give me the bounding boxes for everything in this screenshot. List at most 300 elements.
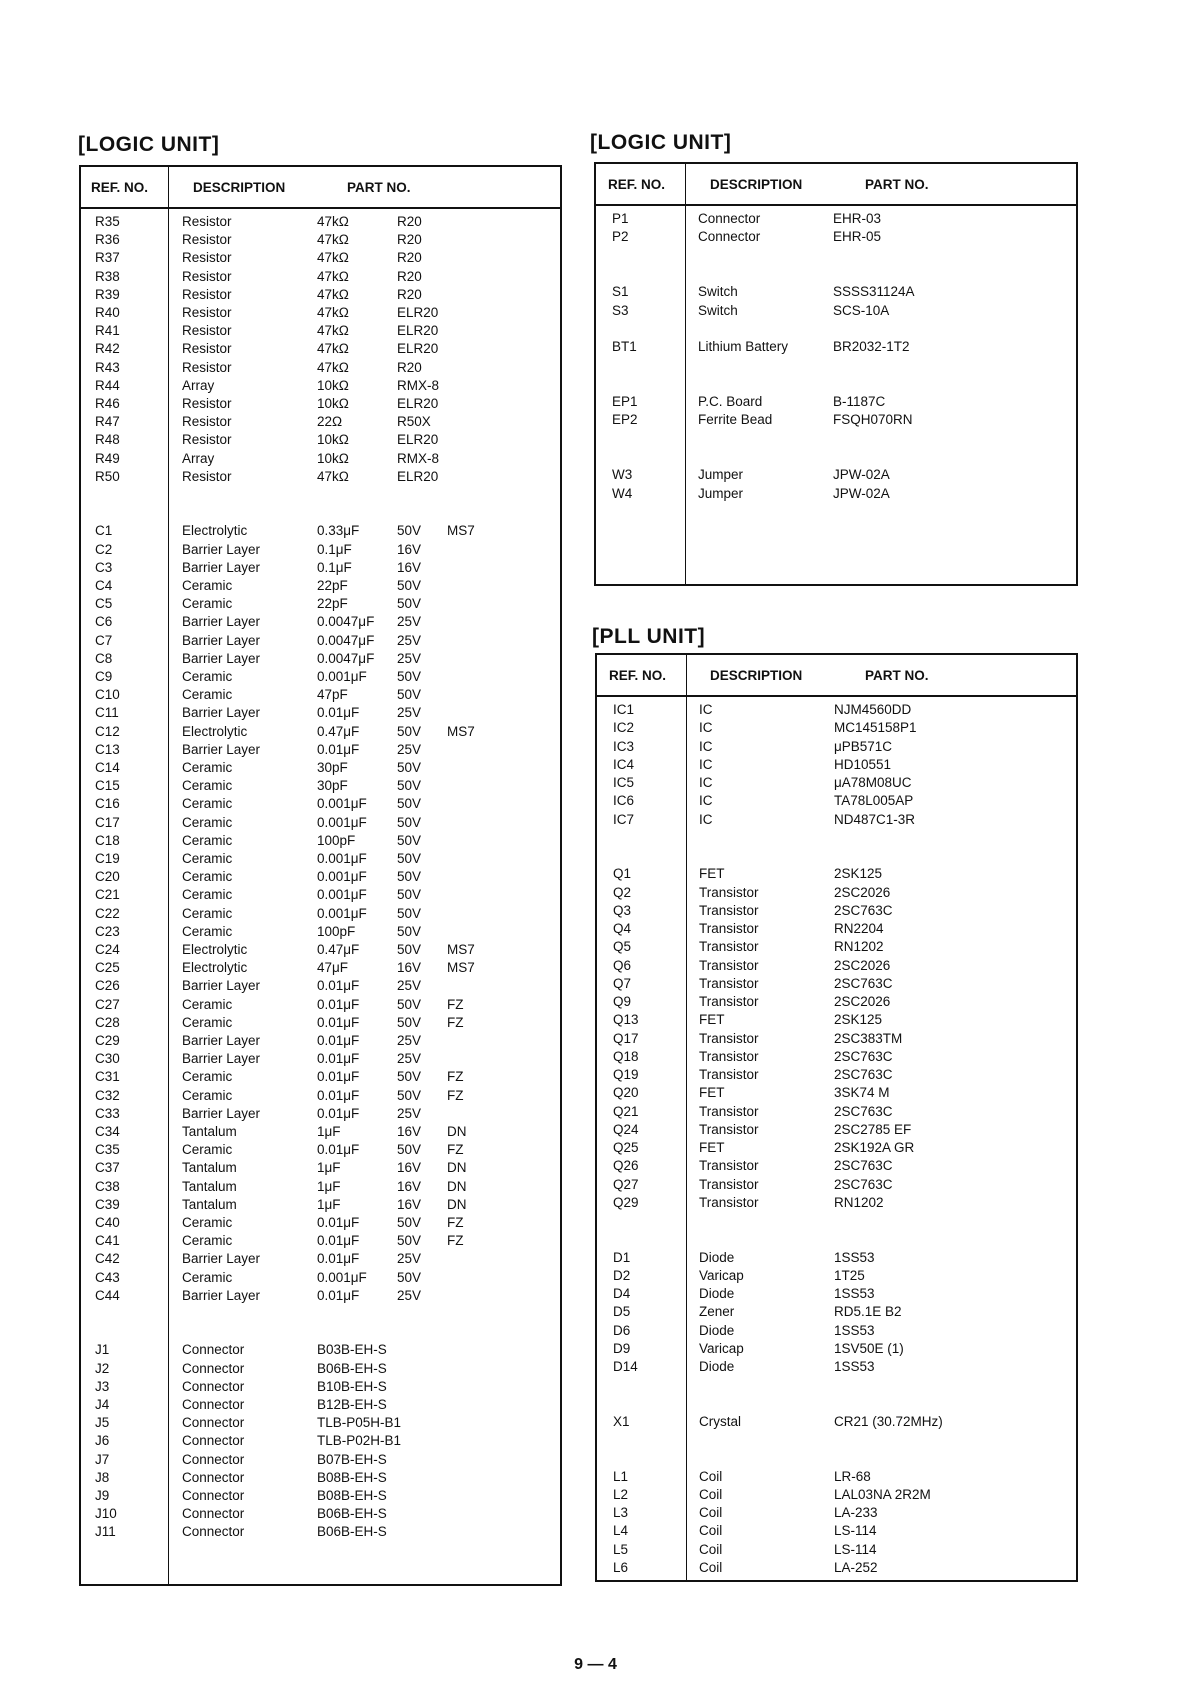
ref-no-cell: IC1 xyxy=(613,702,635,717)
description-cell: Connector xyxy=(182,1360,245,1376)
right-top-table-header xyxy=(596,164,1076,206)
table-row xyxy=(597,719,1076,737)
value-cell: 2SC763C xyxy=(834,1158,893,1174)
description-cell: Zener xyxy=(699,1304,735,1320)
table-row xyxy=(597,1541,1076,1559)
table-row xyxy=(596,210,1076,228)
ref-no-cell: C23 xyxy=(95,923,120,939)
rating-cell: ELR20 xyxy=(397,396,439,411)
description-cell: Electrolytic xyxy=(182,942,248,957)
description-cell: Barrier Layer xyxy=(182,614,261,630)
value-cell: LA-252 xyxy=(834,1559,878,1575)
value-cell: 47kΩ xyxy=(317,268,349,284)
description-cell: Resistor xyxy=(182,250,232,266)
ref-no-cell: C26 xyxy=(95,978,120,994)
table-row xyxy=(597,1066,1076,1084)
table-row xyxy=(597,811,1076,829)
description-cell: Ceramic xyxy=(182,887,233,903)
table-row xyxy=(81,377,560,395)
table-row xyxy=(81,1123,560,1141)
table-row xyxy=(81,868,560,886)
value-cell: 2SC2785 EF xyxy=(834,1121,912,1137)
rating-cell: RMX-8 xyxy=(397,377,440,393)
table-row xyxy=(597,1285,1076,1303)
value-cell: EHR-05 xyxy=(833,229,882,245)
description-cell: Resistor xyxy=(182,214,232,229)
rating-cell: 50V xyxy=(397,596,422,612)
table-row xyxy=(81,741,560,759)
value-cell: SCS-10A xyxy=(833,302,890,318)
description-cell: Resistor xyxy=(182,323,232,339)
ref-no-cell: C31 xyxy=(95,1069,120,1085)
ref-no-cell: C9 xyxy=(95,669,113,684)
rating-cell: 50V xyxy=(397,778,422,794)
description-cell: Ceramic xyxy=(182,1142,233,1158)
value-cell: 2SC763C xyxy=(834,1067,893,1082)
value-cell: FSQH070RN xyxy=(833,412,913,428)
value-cell: TLB-P05H-B1 xyxy=(317,1415,402,1431)
table-row xyxy=(81,814,560,832)
left-parts-table xyxy=(79,165,562,1586)
description-cell: Jumper xyxy=(698,467,744,483)
ref-no-cell: Q20 xyxy=(613,1085,639,1101)
value-cell: 0.01μF xyxy=(317,1287,360,1303)
note-cell: MS7 xyxy=(447,723,475,739)
rating-cell: 25V xyxy=(397,1033,422,1048)
description-cell: Ceramic xyxy=(182,1087,233,1103)
ref-no-cell: D4 xyxy=(613,1286,631,1301)
description-cell: Ceramic xyxy=(182,1215,233,1230)
table-row xyxy=(596,302,1076,320)
ref-no-cell: IC3 xyxy=(613,738,635,754)
ref-no-cell: D5 xyxy=(613,1304,631,1320)
ref-no-cell: Q4 xyxy=(613,921,632,936)
table-row xyxy=(597,902,1076,920)
table-row xyxy=(597,1486,1076,1504)
value-cell: 0.1μF xyxy=(317,559,352,575)
table-row xyxy=(81,268,560,286)
description-cell: FET xyxy=(699,1012,725,1028)
value-cell: B08B-EH-S xyxy=(317,1469,387,1485)
description-cell: Coil xyxy=(699,1523,723,1539)
description-cell: Transistor xyxy=(699,902,759,918)
table-row xyxy=(597,865,1076,883)
rating-cell: 16V xyxy=(397,1160,422,1176)
table-row xyxy=(81,941,560,959)
ref-no-header: REF. NO. xyxy=(608,177,666,192)
description-cell: Transistor xyxy=(699,1194,759,1210)
value-cell: 10kΩ xyxy=(317,432,349,448)
value-cell: 100pF xyxy=(317,832,356,848)
ref-no-cell: Q9 xyxy=(613,994,632,1009)
table-row xyxy=(81,923,560,941)
ref-no-cell: C7 xyxy=(95,632,113,648)
ref-no-cell: R44 xyxy=(95,377,120,393)
left-table-header xyxy=(81,167,560,209)
rating-cell: 50V xyxy=(397,1014,422,1030)
value-cell: 47μF xyxy=(317,960,349,976)
description-cell: Jumper xyxy=(698,485,744,501)
ref-no-cell: C3 xyxy=(95,559,113,575)
value-cell: 0.001μF xyxy=(317,905,367,921)
ref-no-cell: R43 xyxy=(95,359,120,375)
description-cell: Resistor xyxy=(182,359,232,375)
description-cell: Transistor xyxy=(699,1176,759,1192)
value-cell: 0.47μF xyxy=(317,942,360,957)
table-row xyxy=(81,1505,560,1523)
note-cell: FZ xyxy=(447,1142,464,1158)
right-top-parts-table xyxy=(594,162,1078,586)
description-cell: Tantalum xyxy=(182,1124,237,1139)
value-cell: 0.001μF xyxy=(317,814,367,830)
ref-no-cell: D6 xyxy=(613,1322,631,1338)
ref-no-cell: C20 xyxy=(95,869,120,885)
value-cell: 1SS53 xyxy=(834,1286,875,1301)
ref-no-cell: J9 xyxy=(95,1488,110,1503)
value-cell: 47kΩ xyxy=(317,250,349,266)
value-cell: 0.001μF xyxy=(317,887,367,903)
table-row xyxy=(597,1194,1076,1212)
description-cell: Tantalum xyxy=(182,1160,237,1176)
value-cell: 2SK125 xyxy=(834,1012,883,1028)
value-cell: 0.1μF xyxy=(317,541,352,557)
description-cell: Ceramic xyxy=(182,905,233,921)
description-cell: Ceramic xyxy=(182,996,233,1012)
ref-no-cell: Q6 xyxy=(613,957,632,973)
table-row xyxy=(597,1157,1076,1175)
table-row xyxy=(596,393,1076,411)
table-row xyxy=(81,413,560,431)
ref-no-cell: S3 xyxy=(612,302,629,318)
ref-no-cell: J11 xyxy=(95,1524,116,1540)
value-cell: 1μF xyxy=(317,1160,341,1176)
right-bottom-section-title: [PLL UNIT] xyxy=(592,625,706,648)
table-row xyxy=(597,1267,1076,1285)
description-cell: Coil xyxy=(699,1505,723,1520)
ref-no-cell: D1 xyxy=(613,1249,631,1265)
note-cell: DN xyxy=(447,1178,467,1194)
value-cell: 0.01μF xyxy=(317,1142,360,1158)
ref-no-cell: D2 xyxy=(613,1267,631,1283)
ref-no-cell: Q19 xyxy=(613,1067,639,1082)
description-cell: IC xyxy=(699,702,713,717)
table-row xyxy=(81,1032,560,1050)
description-cell: Transistor xyxy=(699,957,759,973)
rating-cell: R50X xyxy=(397,414,431,430)
ref-no-cell: J7 xyxy=(95,1451,110,1467)
rating-cell: R20 xyxy=(397,286,422,302)
table-row xyxy=(597,774,1076,792)
description-cell: Diode xyxy=(699,1359,735,1374)
part-no-header: PART NO. xyxy=(347,180,411,195)
rating-cell: ELR20 xyxy=(397,341,439,357)
description-cell: IC xyxy=(699,811,713,827)
value-cell: 0.01μF xyxy=(317,1233,360,1249)
table-row xyxy=(597,1522,1076,1540)
description-cell: FET xyxy=(699,1140,725,1155)
table-row xyxy=(81,795,560,813)
table-row xyxy=(597,1559,1076,1577)
value-cell: 30pF xyxy=(317,760,348,775)
ref-no-cell: L4 xyxy=(613,1523,629,1539)
description-cell: Barrier Layer xyxy=(182,705,261,721)
table-row xyxy=(597,1103,1076,1121)
value-cell: 2SC763C xyxy=(834,902,893,918)
value-cell: TA78L005AP xyxy=(834,793,914,809)
rating-cell: 50V xyxy=(397,832,422,848)
description-cell: Connector xyxy=(182,1342,245,1358)
value-cell: 0.01μF xyxy=(317,1087,360,1103)
rating-cell: 16V xyxy=(397,1196,422,1212)
description-cell: Barrier Layer xyxy=(182,1105,261,1121)
value-cell: B08B-EH-S xyxy=(317,1488,387,1503)
table-row xyxy=(597,1176,1076,1194)
description-cell: Ceramic xyxy=(182,687,233,703)
table-row xyxy=(81,1087,560,1105)
ref-no-cell: C32 xyxy=(95,1087,120,1103)
description-cell: Transistor xyxy=(699,1030,759,1046)
rating-cell: R20 xyxy=(397,214,422,229)
description-cell: IC xyxy=(699,756,713,772)
ref-no-cell: S1 xyxy=(612,284,629,300)
ref-no-cell: P2 xyxy=(612,229,629,245)
ref-no-cell: L2 xyxy=(613,1486,629,1502)
description-cell: Ceramic xyxy=(182,1014,233,1030)
value-cell: 0.0047μF xyxy=(317,614,375,630)
value-cell: B07B-EH-S xyxy=(317,1451,387,1467)
ref-no-cell: C33 xyxy=(95,1105,120,1121)
ref-no-cell: IC5 xyxy=(613,775,635,790)
table-row xyxy=(81,1068,560,1086)
description-cell: Transistor xyxy=(699,921,759,936)
table-row xyxy=(81,1214,560,1232)
ref-no-cell: R36 xyxy=(95,232,120,248)
ref-no-cell: Q1 xyxy=(613,866,632,882)
value-cell: 47kΩ xyxy=(317,323,349,339)
rating-cell: 50V xyxy=(397,814,422,830)
ref-no-cell: C21 xyxy=(95,887,120,903)
description-cell: Ceramic xyxy=(182,778,233,794)
table-row xyxy=(81,850,560,868)
description-cell: Ceramic xyxy=(182,832,233,848)
ref-no-cell: EP2 xyxy=(612,412,638,428)
note-cell: DN xyxy=(447,1160,467,1176)
ref-no-cell: J2 xyxy=(95,1360,110,1376)
table-row xyxy=(597,1413,1076,1431)
description-cell: Connector xyxy=(182,1451,245,1467)
value-cell: 47kΩ xyxy=(317,468,349,484)
value-cell: 0.001μF xyxy=(317,669,367,684)
page-number: 9 — 4 xyxy=(574,1656,617,1673)
table-row xyxy=(597,1358,1076,1376)
rating-cell: 50V xyxy=(397,578,422,593)
description-cell: Ceramic xyxy=(182,814,233,830)
value-cell: 1μF xyxy=(317,1196,341,1212)
value-cell: 2SC2026 xyxy=(834,957,891,973)
value-cell: 2SC2026 xyxy=(834,994,891,1009)
value-cell: 0.01μF xyxy=(317,1069,360,1085)
table-row xyxy=(81,886,560,904)
value-cell: MC145158P1 xyxy=(834,720,917,736)
value-cell: NJM4560DD xyxy=(834,702,912,717)
table-row xyxy=(597,1504,1076,1522)
ref-no-cell: C8 xyxy=(95,650,113,666)
description-cell: Ferrite Bead xyxy=(698,412,773,428)
value-cell: 22pF xyxy=(317,596,348,612)
description-cell: Ceramic xyxy=(182,1069,233,1085)
table-row xyxy=(81,322,560,340)
table-row xyxy=(597,1468,1076,1486)
description-cell: Crystal xyxy=(699,1413,742,1429)
table-row xyxy=(81,1050,560,1068)
value-cell: LAL03NA 2R2M xyxy=(834,1486,931,1502)
value-cell: 47kΩ xyxy=(317,359,349,375)
ref-no-cell: R46 xyxy=(95,396,120,411)
ref-no-cell: R35 xyxy=(95,214,120,229)
ref-no-cell: C25 xyxy=(95,960,120,976)
value-cell: 1μF xyxy=(317,1124,341,1139)
description-cell: Transistor xyxy=(699,1103,759,1119)
table-row xyxy=(597,957,1076,975)
table-row xyxy=(81,1159,560,1177)
ref-no-cell: C1 xyxy=(95,523,113,539)
ref-no-cell: J8 xyxy=(95,1469,110,1485)
table-row xyxy=(597,975,1076,993)
description-cell: Varicap xyxy=(699,1340,744,1356)
description-cell: Array xyxy=(182,377,215,393)
description-cell: Connector xyxy=(182,1433,245,1449)
table-row xyxy=(596,283,1076,301)
description-cell: Array xyxy=(182,450,215,466)
rating-cell: 50V xyxy=(397,905,422,921)
table-row xyxy=(81,613,560,631)
description-cell: Ceramic xyxy=(182,869,233,885)
value-cell: JPW-02A xyxy=(833,467,890,483)
value-cell: 10kΩ xyxy=(317,396,349,411)
rating-cell: R20 xyxy=(397,250,422,266)
table-row xyxy=(81,1141,560,1159)
rating-cell: ELR20 xyxy=(397,468,439,484)
value-cell: B-1187C xyxy=(833,394,886,409)
value-cell: 2SC763C xyxy=(834,1176,893,1192)
ref-no-cell: R38 xyxy=(95,268,120,284)
table-row xyxy=(596,466,1076,484)
rating-cell: 25V xyxy=(397,1287,422,1303)
table-row xyxy=(597,1303,1076,1321)
description-cell: FET xyxy=(699,866,725,882)
value-cell: B12B-EH-S xyxy=(317,1397,387,1412)
table-row xyxy=(81,723,560,741)
ref-no-cell: IC2 xyxy=(613,720,635,736)
table-row xyxy=(81,1451,560,1469)
value-cell: B06B-EH-S xyxy=(317,1524,387,1540)
value-cell: 0.47μF xyxy=(317,723,360,739)
rating-cell: R20 xyxy=(397,232,422,248)
table-row xyxy=(81,996,560,1014)
left-section-title: [LOGIC UNIT] xyxy=(78,133,220,156)
value-cell: 47kΩ xyxy=(317,232,349,248)
description-cell: Ceramic xyxy=(182,578,233,593)
rating-cell: 50V xyxy=(397,1069,422,1085)
value-cell: RN2204 xyxy=(834,921,884,936)
table-row xyxy=(81,468,560,486)
value-cell: 2SC763C xyxy=(834,1103,893,1119)
description-cell: Barrier Layer xyxy=(182,978,261,994)
ref-no-cell: C19 xyxy=(95,851,120,866)
value-cell: 3SK74 M xyxy=(834,1085,890,1101)
table-row xyxy=(81,231,560,249)
ref-no-cell: Q24 xyxy=(613,1121,639,1137)
ref-no-cell: C6 xyxy=(95,614,113,630)
ref-no-cell: Q29 xyxy=(613,1194,639,1210)
description-cell: Diode xyxy=(699,1322,735,1338)
value-cell: TLB-P02H-B1 xyxy=(317,1433,402,1449)
ref-no-cell: C44 xyxy=(95,1287,120,1303)
description-cell: IC xyxy=(699,738,713,754)
right-bottom-parts-table xyxy=(595,653,1078,1582)
ref-no-cell: J5 xyxy=(95,1415,110,1431)
rating-cell: ELR20 xyxy=(397,323,439,339)
rating-cell: 50V xyxy=(397,942,422,957)
value-cell: LR-68 xyxy=(834,1468,871,1484)
value-cell: 0.01μF xyxy=(317,1251,360,1267)
description-cell: Resistor xyxy=(182,396,232,411)
rating-cell: 50V xyxy=(397,796,422,812)
value-cell: RN1202 xyxy=(834,939,884,955)
note-cell: FZ xyxy=(447,1087,464,1103)
value-cell: 100pF xyxy=(317,923,356,939)
rating-cell: 50V xyxy=(397,1142,422,1158)
description-cell: Tantalum xyxy=(182,1178,237,1194)
ref-no-cell: C12 xyxy=(95,723,120,739)
ref-no-cell: Q13 xyxy=(613,1012,639,1028)
table-row xyxy=(81,1105,560,1123)
description-cell: Barrier Layer xyxy=(182,1251,261,1267)
table-row xyxy=(597,884,1076,902)
table-row xyxy=(81,213,560,231)
value-cell: CR21 (30.72MHz) xyxy=(834,1413,943,1429)
description-cell: Connector xyxy=(698,211,761,226)
ref-no-cell: C17 xyxy=(95,814,120,830)
ref-no-cell: L3 xyxy=(613,1505,629,1520)
ref-no-cell: J3 xyxy=(95,1378,110,1394)
value-cell: 2SC383TM xyxy=(834,1030,903,1046)
description-cell: Ceramic xyxy=(182,923,233,939)
description-cell: Barrier Layer xyxy=(182,632,261,648)
description-cell: Electrolytic xyxy=(182,523,248,539)
value-cell: 0.0047μF xyxy=(317,650,375,666)
note-cell: FZ xyxy=(447,1069,464,1085)
table-row xyxy=(81,1178,560,1196)
value-cell: 2SC763C xyxy=(834,975,893,991)
ref-no-cell: EP1 xyxy=(612,394,638,409)
rating-cell: 50V xyxy=(397,1215,422,1230)
value-cell: 2SC2026 xyxy=(834,884,891,900)
ref-no-cell: R39 xyxy=(95,286,120,302)
note-cell: DN xyxy=(447,1196,467,1212)
ref-no-cell: Q27 xyxy=(613,1176,639,1192)
description-cell: Connector xyxy=(182,1397,245,1412)
description-cell: Transistor xyxy=(699,994,759,1009)
table-row xyxy=(81,1487,560,1505)
description-cell: Coil xyxy=(699,1486,723,1502)
ref-no-cell: C38 xyxy=(95,1178,120,1194)
ref-no-cell: C15 xyxy=(95,778,120,794)
ref-no-cell: J1 xyxy=(95,1342,110,1358)
value-cell: RD5.1E B2 xyxy=(834,1304,902,1320)
value-cell: 0.01μF xyxy=(317,1014,360,1030)
ref-no-cell: Q21 xyxy=(613,1103,639,1119)
